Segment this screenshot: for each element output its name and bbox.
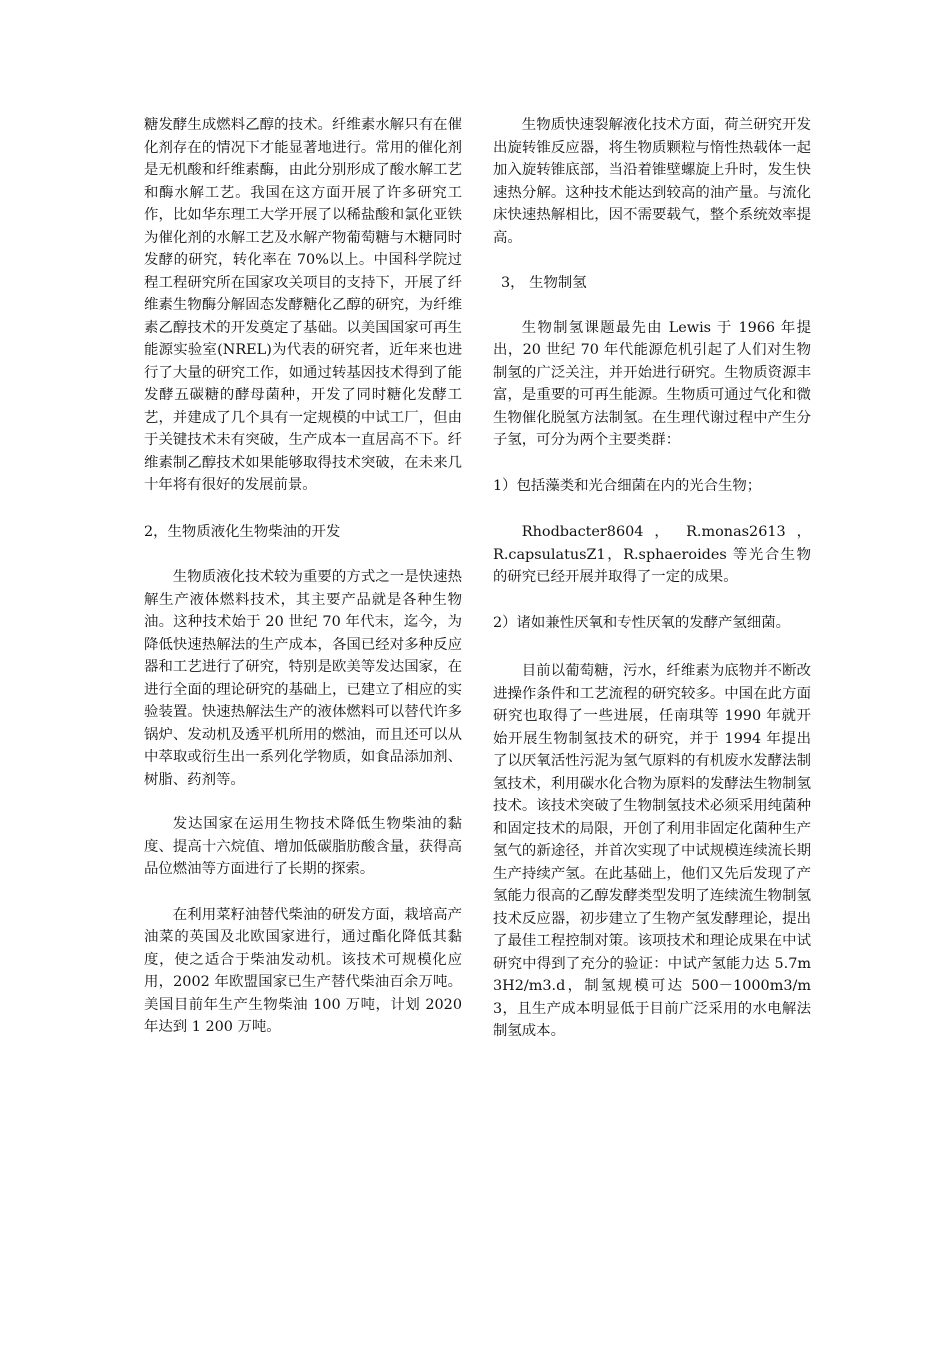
paragraph-cellulose-ethanol: 糖发酵生成燃料乙醇的技术。纤维素水解只有在催化剂存在的情况下才能显著地进行。常用的催化剂是无机酸和纤维素酶，由此分别形成了酸水解工艺和酶水解工艺。我国在这方面开展了许多研究工作，比如华东理工大学开展了以稀盐酸和氯化亚铁为催化剂的水解工艺及水解产物葡萄糖与木糖同时发酵的研究，转化率在 70%以上。中国科学院过程工程研究所在国家攻关项目的支持下，开展了纤维素生物酶分解固态发酵糖化乙醇的研究，为纤维素乙醇技术的开发奠定了基础。以美国国家可再生能源实验室(NREL)为代表的研究者，近年来也进行了大量的研究工作，如通过转基因技术得到了能发酵五碳糖的酵母菌种，开发了同时糖化发酵工艺，并建成了几个具有一定规模的中试工厂，但由于关键技术未有突破，生产成本一直居高不下。纤维素制乙醇技术如果能够取得技术突破，在未来几十年将有很好的发展前景。 — [144, 117, 462, 493]
section-heading-biodiesel: 2，生物质液化生物柴油的开发 — [144, 523, 341, 540]
right-column — [493, 114, 811, 1043]
list-item-photosynthetic: 1）包括藻类和光合细菌在内的光合生物； — [493, 477, 762, 494]
paragraph-fast-pyrolysis: 生物质液化技术较为重要的方式之一是快速热解生产液体燃料技术，其主要产品就是各种生物油。这种技术始于 20 世纪 70 年代末，迄今，为降低快速热解法的生产成本，各国已经对多种反应器和工艺进行了研究，特别是欧美等发达国家，在进行全面的理论研究的基础上，已建立了相应的实验装置。快速热解法生产的液体燃料可以替代许多锅炉、发动机及透平机所用的燃油，而且还可以从中萃取或衍生出一系列化学物质，如食品添加剂、树脂、药剂等。 — [144, 569, 462, 788]
left-column — [144, 114, 462, 1039]
paragraph-china-research: 目前以葡萄糖，污水，纤维素为底物并不断改进操作条件和工艺流程的研究较多。中国在此方面研究也取得了一些进展，任南琪等 1990 年就开始开展生物制氢技术的研究，并于 1994 年提出了以厌氧活性污泥为氢气原料的有机废水发酵法制氢技术，利用碳水化合物为原料的发酵法生物制氢技术。该技术突破了生物制氢技术必须采用纯菌种和固定技术的局限，开创了利用非固定化菌种生产氢气的新途径，并首次实现了中试规模连续流长期生产持续产氢。在此基础上，他们又先后发现了产氢能力很高的乙醇发酵类型发明了连续流生物制氢技术反应器，初步建立了生物产氢发酵理论，提出了最佳工程控制对策。该项技术和理论成果在中试研究中得到了充分的验证：中试产氢能力达 5.7m3H2/m3.d，制氢规模可达 500－1000m3/m3，且生产成本明显低于目前广泛采用的水电解法制氢成本。 — [493, 663, 811, 1039]
paragraph-rapeseed-oil: 在利用菜籽油替代柴油的研发方面，栽培高产油菜的英国及北欧国家进行，通过酯化降低其黏度，使之适合于柴油发动机。该技术可规模化应用，2002 年欧盟国家已生产替代柴油百余万吨。美国目前年生产生物柴油 100 万吨，计划 2020 年达到 1 200 万吨。 — [144, 906, 462, 1035]
paragraph-viscosity: 发达国家在运用生物技术降低生物柴油的黏度、提高十六烷值、增加低碳脂肪酸含量，获得高品位燃油等方面进行了长期的探索。 — [144, 816, 462, 877]
species-line: Rhodbacter8604 ， R.monas2613 ， — [521, 524, 811, 540]
section-heading-hydrogen: 3， 生物制氢 — [501, 275, 587, 291]
paragraph-rotating-cone: 生物质快速裂解液化技术方面，荷兰研究开发出旋转锥反应器，将生物质颗粒与惰性热载体一起加入旋转锥底部，当沿着锥壁螺旋上升时，发生快速热分解。这种技术能达到较高的油产量。与流化床快速热解相比，因不需要载气，整个系统效率提高。 — [493, 117, 811, 246]
paragraph-species: R.capsulatusZ1，R.sphaeroides 等光合生物的研究已经开展并取得了一定的成果。 — [493, 546, 811, 585]
paragraph-bio-hydrogen: 生物制氢课题最先由 Lewis 于 1966 年提出，20 世纪 70 年代能源危机引起了人们对生物制氢的广泛关注，并开始进行研究。生物质资源丰富，是重要的可再生能源。生物质可通过气化和微生物催化脱氢方法制氢。在生理代谢过程中产生分子氢，可分为两个主要类群： — [493, 319, 811, 448]
list-item-fermentative: 2）诸如兼性厌氧和专性厌氧的发酵产氢细菌。 — [493, 614, 790, 631]
